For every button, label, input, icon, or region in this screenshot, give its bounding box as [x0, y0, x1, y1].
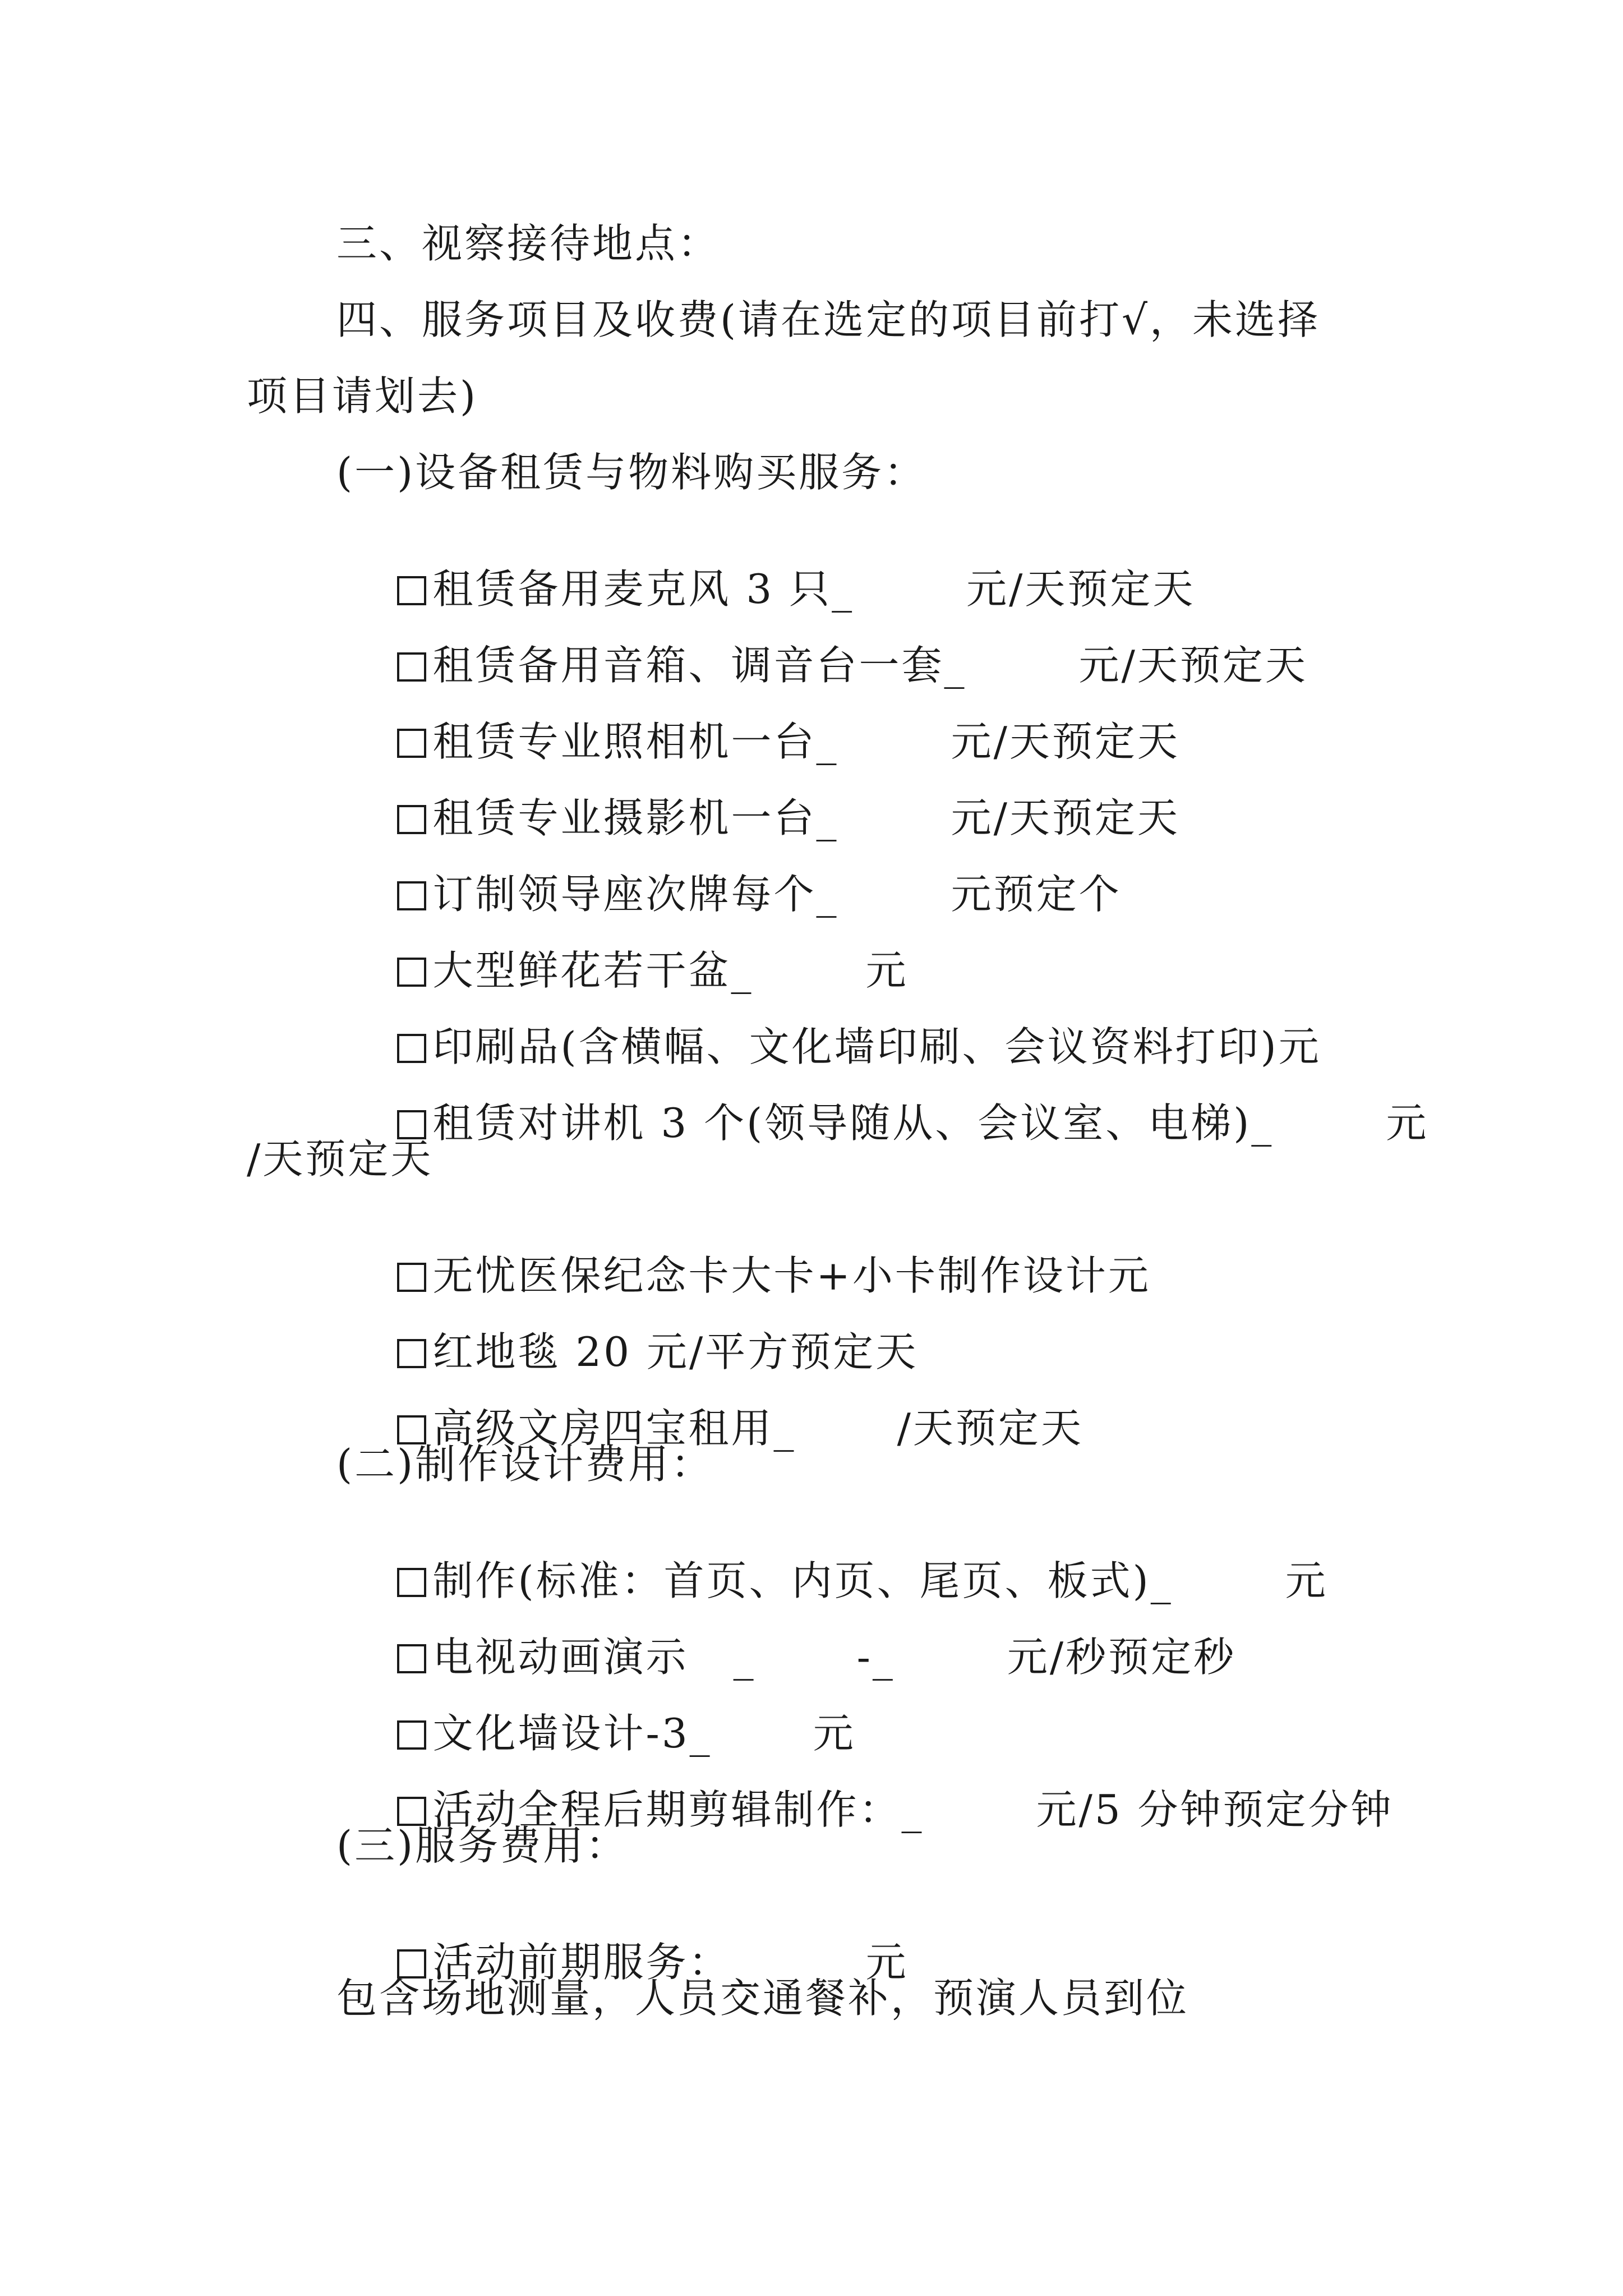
heading-service-items-cont: 项目请划去)	[247, 372, 478, 420]
section-design-fees: (二)制作设计费用：	[336, 1441, 714, 1488]
heading-service-items: 四、服务项目及收费(请在选定的项目前打√，未选择	[336, 296, 1320, 343]
paragraph-includes: 包含场地测量，人员交通餐补，预演人员到位	[336, 1975, 1189, 2022]
checkbox[interactable]	[397, 729, 426, 758]
checkbox[interactable]	[397, 881, 426, 910]
checkbox[interactable]	[397, 1568, 426, 1597]
list-item-walkie-talkie: 租赁对讲机 3 个(领导随从、会议室、电梯)_ 元	[336, 1062, 1428, 1184]
list-item-culture-wall: 文化墙设计-3_ 元	[336, 1673, 856, 1794]
list-item-red-carpet: 红地毯 20 元/平方预定天	[336, 1291, 918, 1412]
checkbox[interactable]	[397, 1339, 426, 1368]
list-item-production: 制作(标准：首页、内页、尾页、板式)_ 元	[336, 1520, 1328, 1641]
list-item-video-camera: 租赁专业摄影机一台_ 元/天预定天	[336, 757, 1180, 878]
list-item-insurance-card: 无忧医保纪念卡大卡+小卡制作设计元	[336, 1215, 1151, 1336]
checkbox[interactable]	[397, 1644, 426, 1673]
checkbox[interactable]	[397, 958, 426, 987]
checkbox[interactable]	[397, 576, 426, 605]
checkbox[interactable]	[397, 1263, 426, 1292]
list-item-tv-animation: 电视动画演示 _ -_ 元/秒预定秒	[336, 1596, 1236, 1718]
list-item-flowers: 大型鲜花若干盆_ 元	[336, 910, 909, 1031]
checkbox[interactable]	[397, 805, 426, 834]
list-item-walkie-talkie-cont: /天预定天	[247, 1135, 434, 1182]
checkbox[interactable]	[397, 1034, 426, 1063]
checkbox[interactable]	[397, 652, 426, 682]
list-item-camera: 租赁专业照相机一台_ 元/天预定天	[336, 681, 1180, 802]
list-item-printing: 印刷品(含横幅、文化墙印刷、会议资料打印)元	[336, 986, 1321, 1107]
heading-inspection-location: 三、视察接待地点：	[336, 220, 721, 267]
section-service-fees: (三)服务费用：	[336, 1822, 629, 1869]
list-item-post-editing: 活动全程后期剪辑制作：_ 元/5 分钟预定分钟	[336, 1749, 1394, 1870]
list-item-pre-event-service: 活动前期服务：_ 元	[336, 1902, 909, 2023]
section-equipment-rental: (一)设备租赁与物料购买服务：	[336, 449, 927, 496]
list-item-microphone: 租赁备用麦克风 3 只_ 元/天预定天	[336, 528, 1195, 650]
checkbox[interactable]	[397, 1720, 426, 1750]
list-item-speaker-mixer: 租赁备用音箱、调音台一套_ 元/天预定天	[336, 605, 1308, 726]
list-item-stationery: 高级文房四宝租用_ /天预定天	[336, 1368, 1083, 1489]
list-item-name-plate: 订制领导座次牌每个_ 元预定个	[336, 834, 1122, 955]
